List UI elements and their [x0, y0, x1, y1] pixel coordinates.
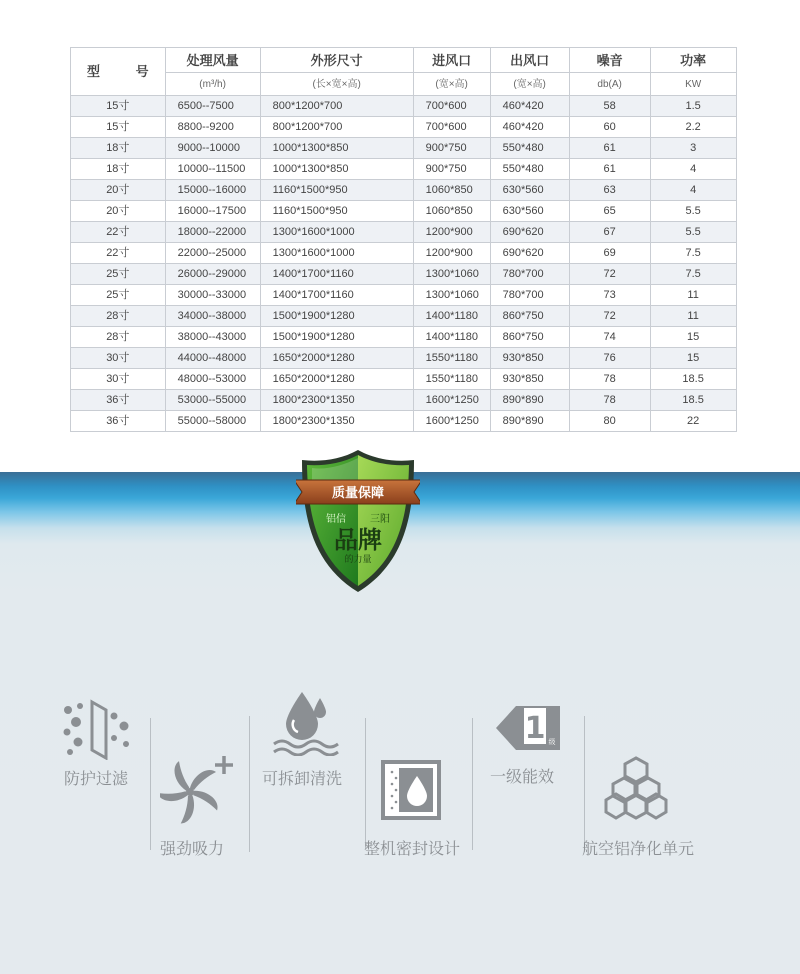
cell-airflow: 34000--38000: [165, 306, 260, 327]
cell-model: 22寸: [71, 222, 166, 243]
cell-outlet: 890*890: [490, 390, 569, 411]
table-row: [71, 159, 737, 180]
cell-inlet: 1400*1180: [413, 327, 490, 348]
cell-model: 36寸: [71, 411, 166, 432]
cell-power: 11: [650, 285, 736, 306]
cell-noise: 61: [569, 159, 650, 180]
cell-power: 5.5: [650, 222, 736, 243]
cell-dimensions: 800*1200*700: [260, 117, 413, 138]
cell-inlet: 1060*850: [413, 180, 490, 201]
table-row: [71, 264, 737, 285]
cell-power: 1.5: [650, 96, 736, 117]
cell-model: 22寸: [71, 243, 166, 264]
header-power: 功率: [650, 48, 736, 73]
cell-model: 28寸: [71, 327, 166, 348]
table-body: [71, 96, 737, 432]
cell-outlet: 550*480: [490, 138, 569, 159]
cell-inlet: 1300*1060: [413, 264, 490, 285]
cell-model: 15寸: [71, 117, 166, 138]
spec-table: [70, 47, 737, 432]
unit-dimensions: (长×宽×高): [260, 73, 413, 96]
cell-airflow: 16000--17500: [165, 201, 260, 222]
cell-airflow: 22000--25000: [165, 243, 260, 264]
header-airflow: 处理风量: [165, 48, 260, 73]
cell-outlet: 890*890: [490, 411, 569, 432]
cell-noise: 65: [569, 201, 650, 222]
table-row: [71, 180, 737, 201]
cell-model: 28寸: [71, 306, 166, 327]
table-row: [71, 411, 737, 432]
cell-power: 2.2: [650, 117, 736, 138]
header-model: 型 号: [71, 48, 166, 96]
table-unit-row: [71, 73, 737, 96]
table-row: [71, 138, 737, 159]
cell-dimensions: 1160*1500*950: [260, 201, 413, 222]
cell-model: 18寸: [71, 159, 166, 180]
cell-power: 15: [650, 327, 736, 348]
unit-noise: db(A): [569, 73, 650, 96]
cell-outlet: 630*560: [490, 201, 569, 222]
header-dimensions: 外形尺寸: [260, 48, 413, 73]
energy-level-icon: [494, 704, 562, 752]
cell-inlet: 700*600: [413, 96, 490, 117]
table-row: [71, 348, 737, 369]
cell-dimensions: 1650*2000*1280: [260, 348, 413, 369]
cell-dimensions: 1160*1500*950: [260, 180, 413, 201]
cell-outlet: 630*560: [490, 180, 569, 201]
table-row: [71, 117, 737, 138]
cell-outlet: 460*420: [490, 96, 569, 117]
cell-power: 4: [650, 159, 736, 180]
cell-airflow: 8800--9200: [165, 117, 260, 138]
cell-noise: 72: [569, 264, 650, 285]
cell-power: 4: [650, 180, 736, 201]
cell-model: 30寸: [71, 348, 166, 369]
cell-noise: 61: [569, 138, 650, 159]
unit-power: KW: [650, 73, 736, 96]
divider: [472, 718, 473, 850]
divider: [584, 716, 585, 852]
cell-airflow: 18000--22000: [165, 222, 260, 243]
feature-label: 整机密封设计: [364, 839, 461, 858]
cell-airflow: 30000--33000: [165, 285, 260, 306]
cell-inlet: 1600*1250: [413, 390, 490, 411]
divider: [249, 716, 250, 852]
table-row: [71, 285, 737, 306]
cell-dimensions: 1300*1600*1000: [260, 222, 413, 243]
table-row: [71, 222, 737, 243]
feature-label: 防护过滤: [64, 769, 129, 788]
cell-airflow: 26000--29000: [165, 264, 260, 285]
cell-power: 3: [650, 138, 736, 159]
cell-dimensions: 1400*1700*1160: [260, 285, 413, 306]
unit-outlet: (宽×高): [490, 73, 569, 96]
feature-label: 一级能效: [490, 767, 555, 786]
cell-inlet: 900*750: [413, 138, 490, 159]
cell-noise: 58: [569, 96, 650, 117]
cell-airflow: 53000--55000: [165, 390, 260, 411]
honeycomb-icon: [604, 754, 668, 820]
cell-inlet: 1400*1180: [413, 306, 490, 327]
cell-inlet: 1060*850: [413, 201, 490, 222]
fan-suction-icon: [160, 754, 238, 826]
cell-model: 15寸: [71, 96, 166, 117]
cell-inlet: 1600*1250: [413, 411, 490, 432]
cell-outlet: 930*850: [490, 348, 569, 369]
cell-dimensions: 1300*1600*1000: [260, 243, 413, 264]
cell-noise: 76: [569, 348, 650, 369]
cell-dimensions: 1000*1300*850: [260, 138, 413, 159]
cell-inlet: 700*600: [413, 117, 490, 138]
unit-inlet: (宽×高): [413, 73, 490, 96]
table-row: [71, 201, 737, 222]
table-row: [71, 390, 737, 411]
cell-airflow: 55000--58000: [165, 411, 260, 432]
cell-outlet: 690*620: [490, 222, 569, 243]
cell-noise: 72: [569, 306, 650, 327]
cell-inlet: 1550*1180: [413, 348, 490, 369]
cell-noise: 80: [569, 411, 650, 432]
divider: [150, 718, 151, 850]
cell-power: 15: [650, 348, 736, 369]
cell-power: 7.5: [650, 264, 736, 285]
cell-dimensions: 1800*2300*1350: [260, 411, 413, 432]
cell-inlet: 1200*900: [413, 222, 490, 243]
cell-dimensions: 800*1200*700: [260, 96, 413, 117]
header-outlet: 出风口: [490, 48, 569, 73]
cell-model: 20寸: [71, 201, 166, 222]
cell-noise: 73: [569, 285, 650, 306]
cell-power: 18.5: [650, 369, 736, 390]
cell-outlet: 460*420: [490, 117, 569, 138]
table-row: [71, 243, 737, 264]
cell-noise: 63: [569, 180, 650, 201]
divider: [365, 718, 366, 850]
table-row: [71, 369, 737, 390]
cell-inlet: 900*750: [413, 159, 490, 180]
cell-noise: 78: [569, 390, 650, 411]
unit-airflow: (m³/h): [165, 73, 260, 96]
cell-power: 5.5: [650, 201, 736, 222]
filter-protection-icon: [62, 698, 134, 760]
cell-airflow: 44000--48000: [165, 348, 260, 369]
cell-outlet: 690*620: [490, 243, 569, 264]
cell-model: 25寸: [71, 264, 166, 285]
table-row: [71, 96, 737, 117]
cell-power: 22: [650, 411, 736, 432]
cell-noise: 60: [569, 117, 650, 138]
cell-outlet: 780*700: [490, 285, 569, 306]
header-noise: 噪音: [569, 48, 650, 73]
cell-model: 20寸: [71, 180, 166, 201]
cell-outlet: 550*480: [490, 159, 569, 180]
feature-label: 航空铝净化单元: [582, 839, 695, 858]
quality-badge-shield: [296, 446, 420, 596]
badge-line1-right: 三阳: [370, 514, 390, 525]
cell-airflow: 10000--11500: [165, 159, 260, 180]
water-drop-wash-icon: [272, 686, 352, 756]
cell-noise: 74: [569, 327, 650, 348]
cell-noise: 67: [569, 222, 650, 243]
cell-outlet: 780*700: [490, 264, 569, 285]
cell-power: 18.5: [650, 390, 736, 411]
cell-noise: 78: [569, 369, 650, 390]
cell-airflow: 6500--7500: [165, 96, 260, 117]
cell-model: 18寸: [71, 138, 166, 159]
cell-outlet: 860*750: [490, 327, 569, 348]
cell-power: 11: [650, 306, 736, 327]
cell-dimensions: 1800*2300*1350: [260, 390, 413, 411]
cell-dimensions: 1400*1700*1160: [260, 264, 413, 285]
table-row: [71, 306, 737, 327]
energy-level-number: 1: [524, 711, 546, 746]
energy-level-sub: 级: [548, 738, 556, 746]
table-row: [71, 327, 737, 348]
cell-dimensions: 1650*2000*1280: [260, 369, 413, 390]
feature-label: 强劲吸力: [160, 839, 225, 858]
cell-model: 36寸: [71, 390, 166, 411]
cell-inlet: 1550*1180: [413, 369, 490, 390]
badge-small-text: 的力量: [344, 555, 372, 565]
cell-airflow: 15000--16000: [165, 180, 260, 201]
cell-model: 30寸: [71, 369, 166, 390]
cell-airflow: 48000--53000: [165, 369, 260, 390]
sealed-box-icon: [379, 758, 443, 822]
feature-label: 可拆卸清洗: [262, 769, 343, 788]
cell-dimensions: 1500*1900*1280: [260, 327, 413, 348]
badge-ribbon-text: 质量保障: [331, 486, 385, 501]
badge-big-text: 品牌: [334, 526, 382, 554]
cell-airflow: 9000--10000: [165, 138, 260, 159]
cell-dimensions: 1000*1300*850: [260, 159, 413, 180]
header-inlet: 进风口: [413, 48, 490, 73]
cell-model: 25寸: [71, 285, 166, 306]
cell-outlet: 930*850: [490, 369, 569, 390]
badge-line1-left: 铝信: [326, 514, 346, 525]
cell-power: 7.5: [650, 243, 736, 264]
cell-outlet: 860*750: [490, 306, 569, 327]
cell-inlet: 1200*900: [413, 243, 490, 264]
cell-inlet: 1300*1060: [413, 285, 490, 306]
table-header-row: [71, 48, 737, 73]
cell-noise: 69: [569, 243, 650, 264]
cell-airflow: 38000--43000: [165, 327, 260, 348]
cell-dimensions: 1500*1900*1280: [260, 306, 413, 327]
